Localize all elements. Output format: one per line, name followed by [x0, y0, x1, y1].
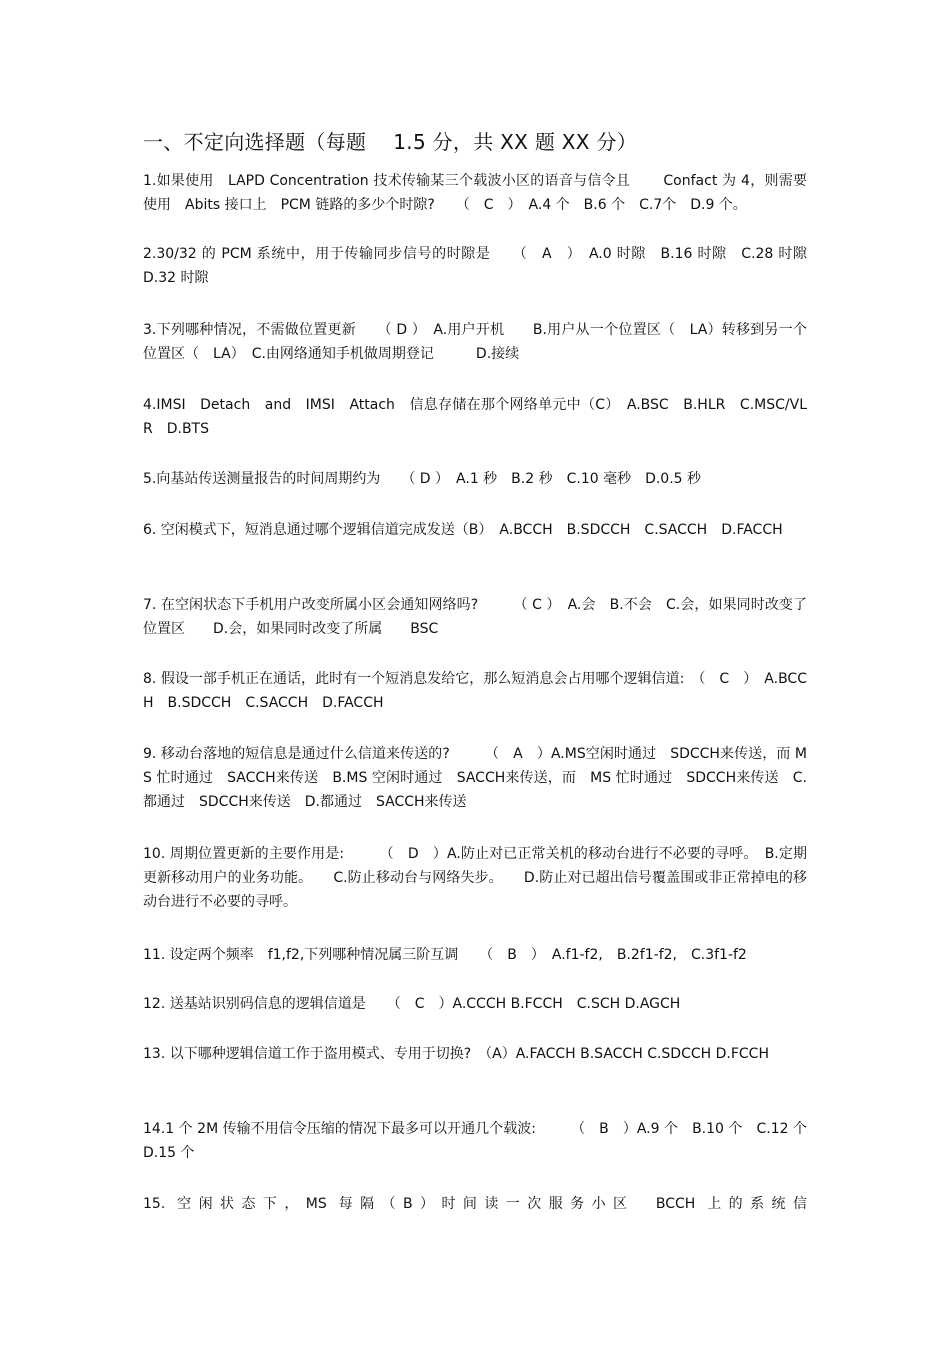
question-14: 14.1 个 2M 传输不用信令压缩的情况下最多可以开通几个载波: （ B ）A.9 个 B.10 个 C.12 个 D.15 个: [143, 1121, 821, 1161]
question-4: 4.IMSI Detach and IMSI Attach 信息存储在那个网络单元中（C） A.BSC B.HLR C.MSC/VLR D.BTS: [143, 397, 807, 437]
section-title: 一、不定向选择题（每题 1.5 分，共 XX 题 XX 分）: [143, 130, 638, 154]
question-13: 13. 以下哪种逻辑信道工作于盗用模式、专用于切换? （A）A.FACCH B.SACCH C.SDCCH D.FCCH: [143, 1046, 769, 1062]
question-15: 15. 空闲状态下，MS 每隔（B）时间读一次服务小区 BCCH 上的系统信: [143, 1196, 807, 1212]
question-5: 5.向基站传送测量报告的时间周期约为 （ D ） A.1 秒 B.2 秒 C.10 毫秒 D.0.5 秒: [143, 471, 702, 487]
question-9: 9. 移动台落地的短信息是通过什么信道来传送的? （ A ）A.MS空闲时通过 SDCCH来传送，而 MS 忙时通过 SACCH来传送 B.MS 空闲时通过 SACCH来传送，而 MS 忙时通过 SDCCH来传送 C.都通过 SDCCH来传送 D.都通过 SACCH来传送: [143, 746, 807, 810]
question-8: 8. 假设一部手机正在通话，此时有一个短消息发给它，那么短消息会占用哪个逻辑信道: （ C ） A.BCCH B.SDCCH C.SACCH D.FACCH: [143, 671, 807, 711]
question-12: 12. 送基站识别码信息的逻辑信道是 （ C ）A.CCCH B.FCCH C.SCH D.AGCH: [143, 996, 681, 1012]
question-2: 2.30/32 的 PCM 系统中，用于传输同步信号的时隙是 （ A ） A.0 时隙 B.16 时隙 C.28 时隙 D.32 时隙: [143, 246, 821, 286]
question-10: 10. 周期位置更新的主要作用是: （ D ）A.防止对已正常关机的移动台进行不必要的寻呼。 B.定期更新移动用户的业务功能。 C.防止移动台与网络失步。 D.防止对已超出信号覆盖围或非正常掉电的移动台进行不必要的寻呼。: [143, 846, 807, 910]
question-7: 7. 在空闲状态下手机用户改变所属小区会通知网络吗? （ C ） A.会 B.不会 C.会，如果同时改变了位置区 D.会，如果同时改变了所属 BSC: [143, 597, 807, 637]
question-1: 1.如果使用 LAPD Concentration 技术传输某三个载波小区的语音与信令且 Confact 为 4，则需要使用 Abits 接口上 PCM 链路的多少个时隙? （ C ） A.4 个 B.6 个 C.7个 D.9 个。: [143, 173, 807, 213]
question-3: 3.下列哪种情况，不需做位置更新 （ D ） A.用户开机 B.用户从一个位置区（ LA）转移到另一个位置区（ LA） C.由网络通知手机做周期登记 D.接续: [143, 322, 807, 362]
question-11: 11. 设定两个频率 f1,f2,下列哪种情况属三阶互调 （ B ） A.f1-f2, B.2f1-f2, C.3f1-f2: [143, 947, 747, 963]
question-6: 6. 空闲模式下，短消息通过哪个逻辑信道完成发送（B） A.BCCH B.SDCCH C.SACCH D.FACCH: [143, 522, 783, 538]
